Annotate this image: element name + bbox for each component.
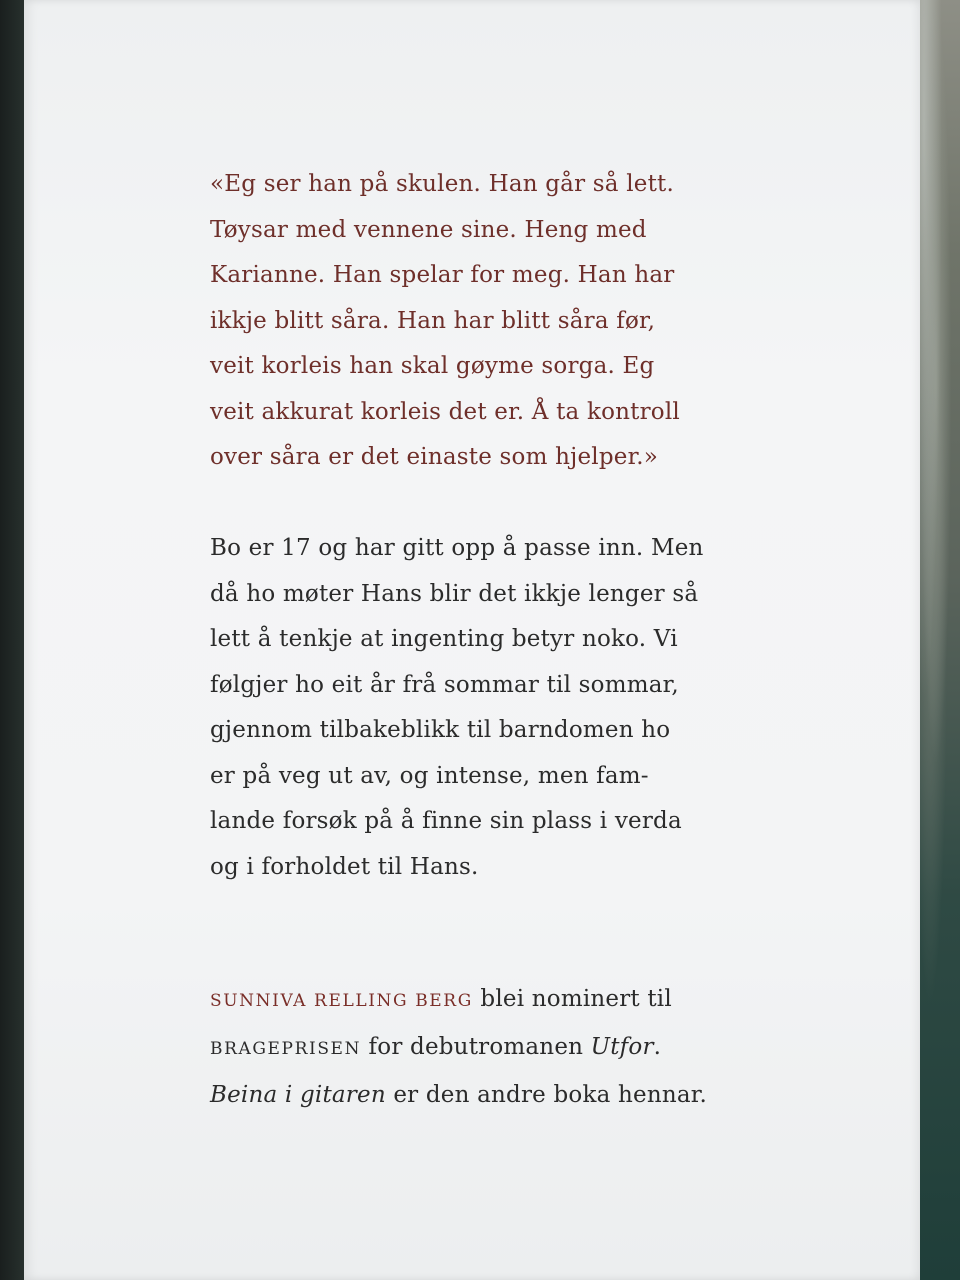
quote-line: Karianne. Han spelar for meg. Han har (210, 262, 675, 288)
bio-text: blei nominert til (472, 986, 672, 1012)
book-title: Beina i gitaren (210, 1082, 386, 1108)
cover-quote (210, 162, 770, 481)
bio-line (210, 1072, 770, 1118)
author-bio (210, 976, 770, 1118)
synopsis (210, 526, 770, 890)
quote-line: «Eg ser han på skulen. Han går så lett. (210, 171, 674, 197)
synopsis-line: gjennom tilbakeblikk til barndomen ho (210, 717, 671, 743)
bio-line (210, 976, 770, 1024)
debut-title: Utfor (590, 1034, 654, 1060)
quote-line: ikkje blitt såra. Han har blitt såra før, (210, 307, 656, 334)
book-back-cover (24, 0, 920, 1280)
quote-line: over såra er det einaste som hjelper.» (210, 444, 659, 470)
prize-name: BRAGEPRISEN (210, 1039, 362, 1059)
quote-line: veit akkurat korleis det er. Å ta kontroll (210, 398, 680, 425)
bio-text: er den andre boka hennar. (385, 1082, 707, 1108)
bio-text: . (653, 1034, 662, 1060)
synopsis-line: følgjer ho eit år frå sommar til sommar, (210, 671, 679, 698)
synopsis-line: då ho møter Hans blir det ikkje lenger så (210, 580, 699, 607)
quote-line: Tøysar med vennene sine. Heng med (210, 216, 647, 243)
quote-line: veit korleis han skal gøyme sorga. Eg (210, 353, 655, 379)
synopsis-line: og i forholdet til Hans. (210, 853, 479, 880)
synopsis-line: Bo er 17 og har gitt opp å passe inn. Men (210, 535, 704, 561)
bio-text: for debutromanen (361, 1034, 591, 1060)
synopsis-line: lett å tenkje at ingenting betyr noko. Vi (210, 626, 678, 652)
bio-line (210, 1024, 770, 1072)
author-name: SUNNIVA RELLING BERG (210, 991, 473, 1011)
synopsis-line: lande forsøk på å finne sin plass i verda (210, 808, 682, 834)
synopsis-line: er på veg ut av, og intense, men fam- (210, 762, 649, 789)
